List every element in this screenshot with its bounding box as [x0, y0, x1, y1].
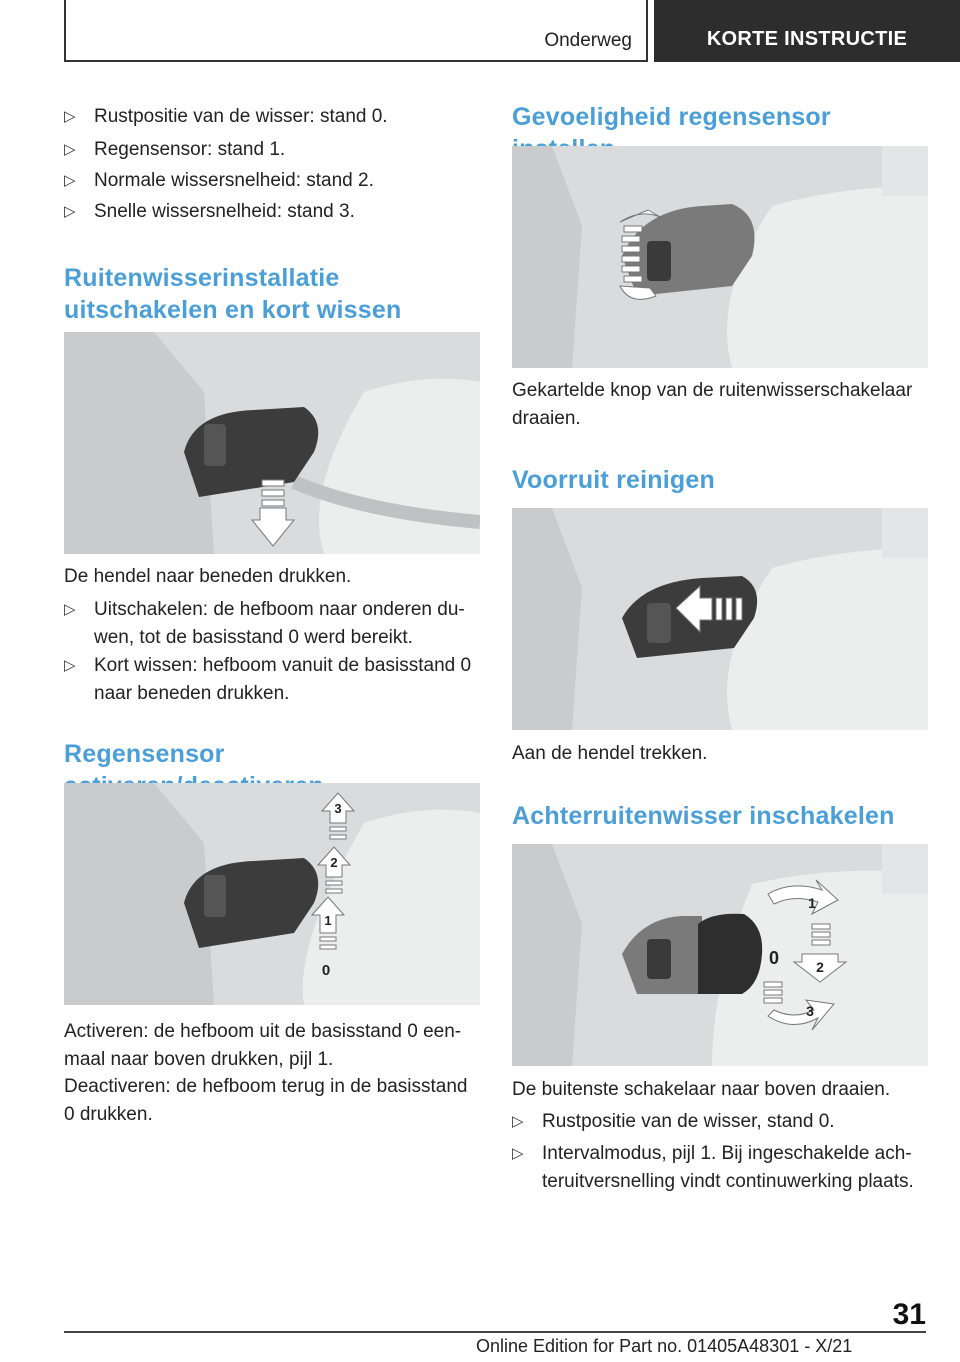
position-label: 2 [816, 959, 824, 975]
triangle-bullet-icon: ▷ [512, 1145, 524, 1162]
list-item: ▷ Normale wissersnelheid: stand 2. [64, 167, 480, 195]
heading-voorruit: Voorruit reinigen [512, 466, 715, 494]
header-section-title: Onderweg [544, 30, 632, 51]
list-item: ▷ Rustpositie van de wisser, stand 0. [512, 1108, 928, 1136]
triangle-bullet-icon: ▷ [64, 203, 76, 220]
paragraph: De hendel naar beneden drukken. [64, 566, 352, 587]
figure-lever-pull [512, 508, 928, 730]
position-label: 3 [806, 1003, 814, 1019]
position-label: 1 [808, 895, 816, 911]
triangle-bullet-icon: ▷ [64, 108, 76, 125]
heading-regensensor: Regensensor [64, 740, 225, 768]
position-label: 3 [334, 801, 342, 816]
triangle-bullet-icon: ▷ [64, 172, 76, 189]
paragraph: De buitenste schakelaar naar boven draaien. [512, 1079, 891, 1100]
list-item: ▷ Uitschakelen: de hefboom naar onderen du-wen, tot de basisstand 0 werd bereikt. [64, 596, 480, 652]
figure-lever-down [64, 332, 480, 554]
header-chapter-title: KORTE INSTRUCTIE [706, 27, 908, 50]
heading-uitschakelen: Ruitenwisserinstallatie uitschakelen en kort wissen [64, 264, 402, 324]
heading-gevoeligheid: Gevoeligheid regensensor [512, 103, 831, 131]
list-item: ▷ Rustpositie van de wisser: stand 0. [64, 103, 480, 131]
list-item: ▷ Regensensor: stand 1. [64, 136, 480, 164]
paragraph: Gekartelde knop van de ruitenwisserschakelaar draaien. [512, 380, 913, 429]
list-item: ▷ Intervalmodus, pijl 1. Bij ingeschakelde ach-teruitversnelling vindt continuwerking plaats. [512, 1140, 928, 1196]
paragraph: Activeren: de hefboom uit de basisstand 0 een-maal naar boven drukken, pijl 1. [64, 1021, 462, 1070]
list-item: ▷ Snelle wissersnelheid: stand 3. [64, 198, 480, 226]
triangle-bullet-icon: ▷ [512, 1113, 524, 1130]
position-label: 0 [321, 962, 331, 979]
triangle-bullet-icon: ▷ [64, 601, 76, 618]
figure-knurled-knob [512, 146, 928, 368]
triangle-bullet-icon: ▷ [64, 657, 76, 674]
figure-rain-sensor-positions [64, 783, 480, 1005]
triangle-bullet-icon: ▷ [64, 141, 76, 158]
position-label: 1 [324, 913, 332, 928]
position-label: 2 [330, 855, 338, 870]
header-chapter-tab [654, 0, 960, 62]
figure-rear-wiper [512, 844, 928, 1066]
header-section-box [64, 0, 648, 62]
list-item: ▷ Kort wissen: hefboom vanuit de basisstand 0 naar beneden drukken. [64, 652, 480, 708]
footer-edition: Online Edition for Part no. 01405A48301 - X/21 [476, 1336, 853, 1356]
page-number: 31 [892, 1298, 926, 1331]
footer-divider [64, 1331, 926, 1333]
paragraph: Deactiveren: de hefboom terug in de basisstand 0 drukken. [64, 1076, 468, 1125]
heading-achterruit: Achterruitenwisser inschakelen [512, 802, 895, 830]
position-label: 0 [768, 948, 780, 968]
paragraph: Aan de hendel trekken. [512, 743, 708, 764]
